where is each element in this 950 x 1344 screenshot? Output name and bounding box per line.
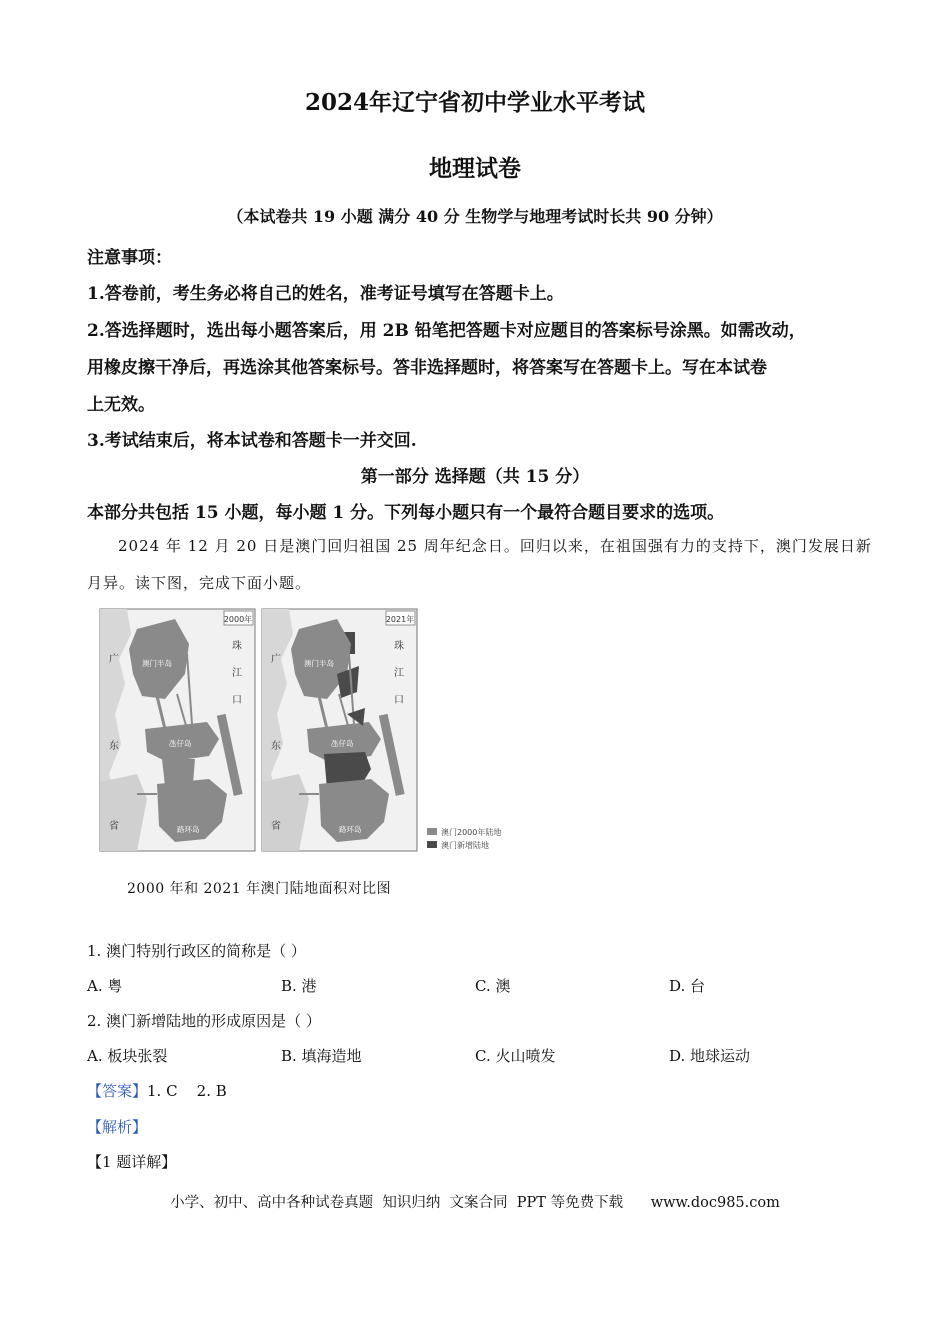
notice-item-3: 3.考试结束后，将本试卷和答题卡一并交回. xyxy=(87,431,417,451)
notice-heading: 注意事项： xyxy=(87,248,172,268)
question-1-option-c: C. 澳 xyxy=(475,977,511,995)
panel-year-2021: 2021年 xyxy=(385,615,415,624)
label-jiang-2: 江 xyxy=(394,668,404,679)
label-zhu: 珠 xyxy=(232,641,242,652)
passage-line-1: 2024 年 12 月 20 日是澳门回归祖国 25 周年纪念日。回归以来，在祖国强有力的支持下，澳门发展日新 xyxy=(118,537,872,555)
answer-label: 【答案】 xyxy=(87,1082,148,1100)
figure-caption: 2000 年和 2021 年澳门陆地面积对比图 xyxy=(127,881,392,897)
notice-item-2-line-3: 上无效。 xyxy=(87,395,155,415)
notice-item-1: 1.答卷前，考生务必将自己的姓名，准考证号填写在答题卡上。 xyxy=(87,284,564,304)
label-sheng: 省 xyxy=(109,821,119,832)
label-taipa: 氹仔岛 xyxy=(169,739,192,748)
question-1-option-a: A. 粤 xyxy=(87,977,123,995)
section-title: 第一部分 选择题（共 15 分） xyxy=(360,467,590,487)
exam-title: 2024年辽宁省初中学业水平考试 xyxy=(304,89,645,116)
section-instruction: 本部分共包括 15 小题，每小题 1 分。下列每小题只有一个最符合题目要求的选项。 xyxy=(87,503,725,523)
map-panel-2021 xyxy=(262,609,417,851)
detail-label: 【1 题详解】 xyxy=(87,1153,177,1171)
macau-land-area-map xyxy=(97,604,537,854)
question-1-option-d: D. 台 xyxy=(669,977,706,995)
panel-year-2000: 2000年 xyxy=(223,615,253,624)
question-2-stem: 2. 澳门新增陆地的形成原因是（ ） xyxy=(87,1012,321,1030)
exam-subject: 地理试卷 xyxy=(429,155,521,182)
label-kou: 口 xyxy=(232,695,242,706)
map-legend xyxy=(427,827,501,850)
answer-value: 1. C 2. B xyxy=(147,1082,227,1100)
label-taipa-2: 氹仔岛 xyxy=(331,739,354,748)
question-2-option-a: A. 板块张裂 xyxy=(87,1047,168,1065)
question-2-option-b: B. 填海造地 xyxy=(281,1047,362,1065)
label-dong: 东 xyxy=(109,741,119,752)
label-guang: 广 xyxy=(109,654,119,665)
label-guang-2: 广 xyxy=(271,654,281,665)
question-1-option-b: B. 港 xyxy=(281,977,317,995)
exam-note: （本试卷共 19 小题 满分 40 分 生物学与地理考试时长共 90 分钟） xyxy=(227,207,723,226)
label-zhu-2: 珠 xyxy=(394,641,404,652)
legend-new-land: 澳门新增陆地 xyxy=(441,841,489,850)
analysis-label: 【解析】 xyxy=(87,1118,148,1136)
notice-item-2-line-2: 用橡皮擦干净后，再选涂其他答案标号。答非选择题时，将答案写在答题卡上。写在本试卷 xyxy=(87,358,767,378)
map-panel-2000 xyxy=(100,609,255,851)
question-2-option-d: D. 地球运动 xyxy=(669,1047,751,1065)
label-dong-2: 东 xyxy=(271,741,281,752)
notice-item-2-line-1: 2.答选择题时，选出每小题答案后，用 2B 铅笔把答题卡对应题目的答案标号涂黑。如需改动， xyxy=(87,321,806,341)
label-sheng-2: 省 xyxy=(271,821,281,832)
label-coloane: 路环岛 xyxy=(177,825,200,834)
footer-text: 小学、初中、高中各种试卷真题 知识归纳 文案合同 PPT 等免费下载 www.doc985.com xyxy=(170,1195,780,1211)
question-1-stem: 1. 澳门特别行政区的简称是（ ） xyxy=(87,942,306,960)
question-2-option-c: C. 火山喷发 xyxy=(475,1047,556,1065)
label-kou-2: 口 xyxy=(394,695,404,706)
label-coloane-2: 路环岛 xyxy=(339,825,362,834)
label-peninsula-2: 澳门半岛 xyxy=(304,659,334,668)
passage-line-2: 月异。读下图，完成下面小题。 xyxy=(87,574,312,592)
answer-line xyxy=(87,1080,227,1101)
legend-old-land: 澳门2000年陆地 xyxy=(441,828,502,837)
label-jiang: 江 xyxy=(232,668,242,679)
label-peninsula: 澳门半岛 xyxy=(142,659,172,668)
